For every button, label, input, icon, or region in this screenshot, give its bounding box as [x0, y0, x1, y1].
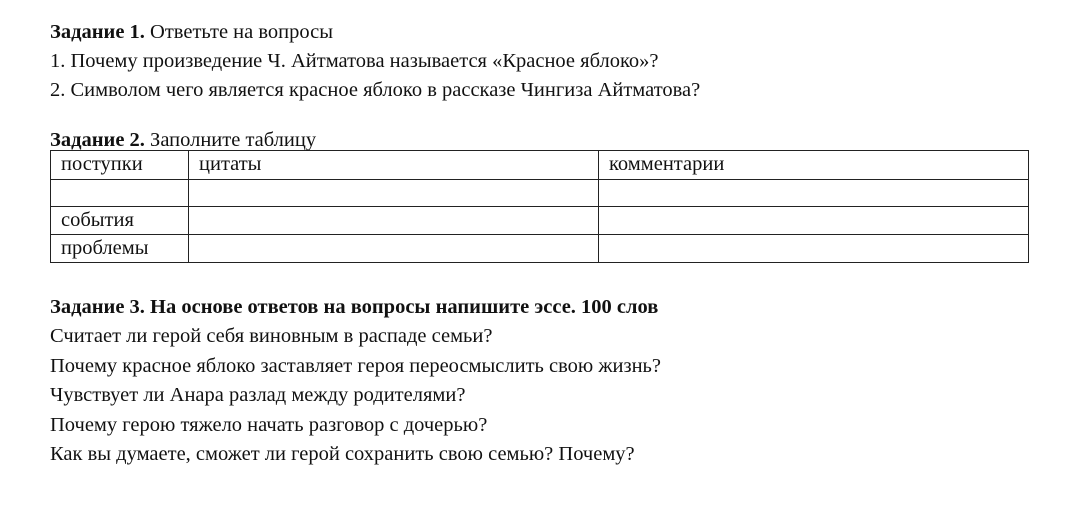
table-row	[51, 151, 1029, 180]
task1-heading	[50, 18, 1040, 47]
task2-title-bold: Задание 2.	[50, 129, 145, 151]
task1-title-bold: Задание 1.	[50, 21, 145, 43]
table-row	[51, 235, 1029, 263]
task3-question: Почему герою тяжело начать разговор с дочерью?	[50, 413, 488, 436]
table-cell	[599, 235, 1029, 263]
table-cell	[189, 207, 599, 235]
table-cell: проблемы	[51, 235, 189, 263]
task3-question: Считает ли герой себя виновным в распаде семьи?	[50, 325, 493, 347]
task3-question: Почему красное яблоко заставляет героя переосмыслить свою жизнь?	[50, 354, 661, 377]
document-page	[50, 18, 1040, 470]
task3-heading: Задание 3. На основе ответов на вопросы напишите эссе. 100 слов	[50, 296, 659, 318]
task1-title-rest: Ответьте на вопросы	[144, 21, 334, 43]
table-row	[51, 207, 1029, 235]
table-cell	[599, 180, 1029, 207]
table-header-cell: поступки	[51, 151, 189, 180]
table-cell: события	[51, 207, 189, 235]
table-cell	[599, 207, 1029, 235]
task1-question: 2. Символом чего является красное яблоко в рассказе Чингиза Айтматова?	[50, 79, 701, 101]
task1-question: 1. Почему произведение Ч. Айтматова называется «Красное яблоко»?	[50, 50, 659, 72]
task3-question: Как вы думаете, сможет ли герой сохранить свою семью? Почему?	[50, 443, 635, 465]
fill-in-table	[50, 150, 1029, 263]
task3-question: Чувствует ли Анара разлад между родителями?	[50, 384, 466, 406]
table-cell	[189, 235, 599, 263]
table-header-cell: комментарии	[599, 151, 1029, 180]
table-row	[51, 180, 1029, 207]
table-header-cell: цитаты	[189, 151, 599, 180]
table-cell	[51, 180, 189, 207]
task2-heading	[50, 128, 1040, 152]
table-cell	[189, 180, 599, 207]
task2-title-rest: Заполните таблицу	[144, 129, 317, 151]
